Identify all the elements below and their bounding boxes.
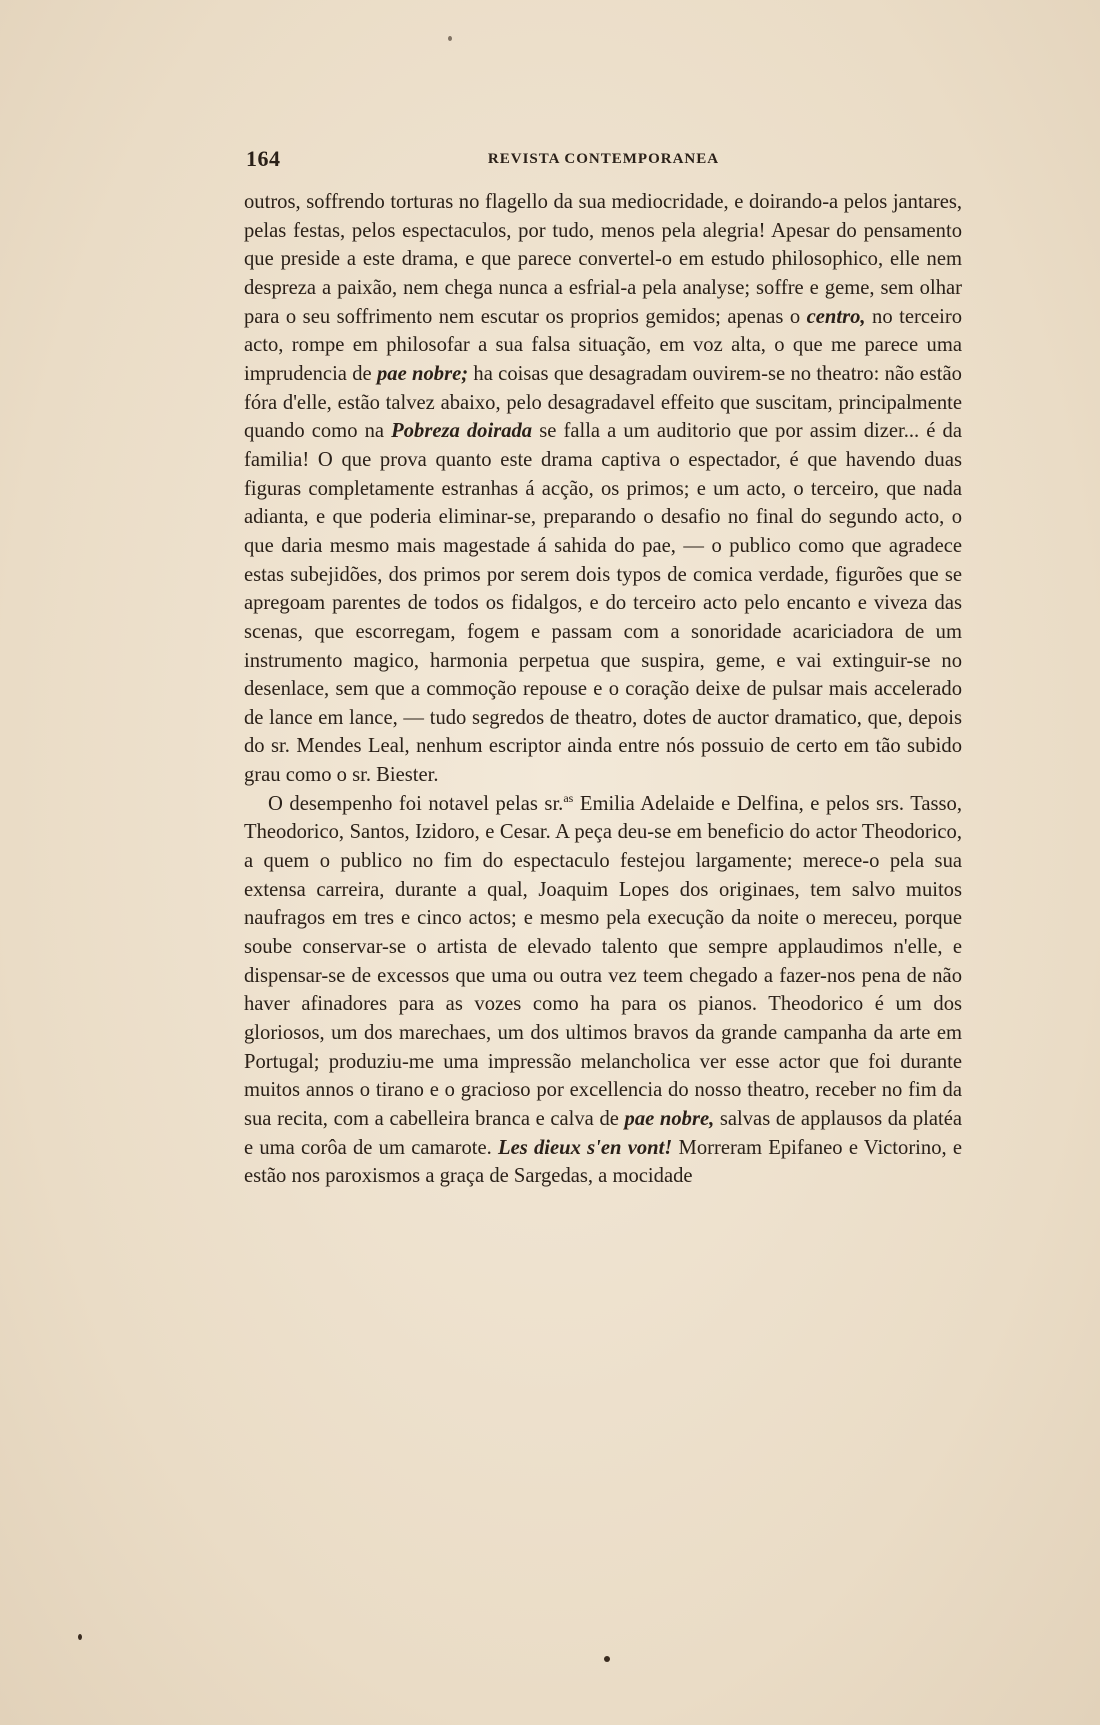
body-text [244, 188, 962, 1191]
italic-pae-nobre: pae nobre; [377, 362, 469, 385]
paragraph-2-text-4: Morreram Epifaneo e Victorino, e estão nos paroxismos a graça de Sargedas, a mocidade [244, 1136, 963, 1188]
italic-pae-nobre-2: pae nobre, [624, 1108, 715, 1130]
ink-speck [78, 1634, 82, 1640]
page-number: 164 [246, 146, 281, 171]
ink-speck [604, 1656, 610, 1662]
italic-les-dieux: Les dieux s'en vont! [498, 1136, 673, 1159]
ink-speck [448, 36, 452, 41]
paragraph-1-text-1: outros, soffrendo torturas no flagello da sua mediocridade, e doirando-a pelos jantares, pelas festas, pelos espectaculos, por tudo, menos pela alegria! Apesar do pensamento que preside a este drama, e que parece convertel-o em estudo philosophico, elle nem despreza a paixão, nem chega nunca a esfrial-a pela analyse; soffre e geme, sem olhar para o seu soffrimento nem escutar os proprios gemidos; apenas o [244, 191, 962, 328]
paragraph-1 [244, 188, 962, 790]
paragraph-2 [244, 790, 962, 1191]
paragraph-1-text-4: se falla a um auditorio que por assim dizer... é da familia! O que prova quanto este drama captiva o espectador, é que havendo duas figuras completamente estranhas á acção, os primos; e um acto, o terceiro, que nada adianta, e que poderia eliminar-se, preparando o desafio no final do segundo acto, o que daria mesmo mais magestade á sahida do pae, — o publico como que agradece estas subejidões, dos primos por serem dois typos de comica verdade, figurões que se apregoam parentes de todos os fidalgos, e do terceiro acto pelo encanto e viveza das scenas, que escorregam, fogem e passam com a sonoridade acariciadora de um instrumento magico, harmonia perpetua que suspira, geme, e vai extinguir-se no desenlace, sem que a commoção repouse e o coração deixe de pulsar mais accelerado de lance em lance, — tudo segredos de theatro, dotes de auctor dramatico, que, depois do sr. Mendes Leal, nenhum escriptor ainda entre nós possuio de certo em tão subido grau como o sr. Biester. [244, 420, 962, 787]
running-title: REVISTA CONTEMPORANEA [487, 151, 720, 167]
paragraph-1-text-3: ha coisas que desagradam ouvirem-se no theatro: não estão fóra d'elle, estão talvez abaixo, pelo desagradavel effeito que suscitam, principalmente quando como na [244, 362, 962, 443]
italic-pobreza-doirada: Pobreza doirada [391, 420, 533, 443]
italic-centro: centro, [806, 305, 866, 328]
page-header [246, 146, 961, 174]
paragraph-2-text-1: O desempenho foi notavel pelas sr. [268, 792, 564, 815]
superscript-as: as [563, 790, 574, 805]
paragraph-2-text-2: Emilia Adelaide e Delfina, e pelos srs. Tasso, Theodorico, Santos, Izidoro, e Cesar. A peça deu-se em beneficio do actor Theodorico, a quem o publico no fim do espectaculo festejou largamente; merece-o pela sua extensa carreira, durante a qual, Joaquim Lopes dos originaes, tem salvo muitos naufragos em tres e cinco actos; e mesmo pela execução da noite o mereceu, porque soube conservar-se o artista de elevado talento que sempre applaudimos n'elle, e dispensar-se de excessos que uma ou outra vez teem chegado a fazer-nos pena de não haver afinadores para as vozes como ha para os pianos. Theodorico é um dos gloriosos, um dos marechaes, um dos ultimos bravos da grande campanha da arte em Portugal; produziu-me uma impressão melancholica ver esse actor que foi durante muitos annos o tirano e o gracioso por excellencia do nosso theatro, receber no fim da sua recita, com a cabelleira branca e calva de [244, 792, 962, 1130]
paragraph-1-text-2: no terceiro acto, rompe em philosofar a sua falsa situação, em voz alta, o que me parece uma imprudencia de [244, 305, 962, 385]
paragraph-2-text-3: salvas de applausos da platéa e uma corôa de um camarote. [244, 1108, 962, 1159]
